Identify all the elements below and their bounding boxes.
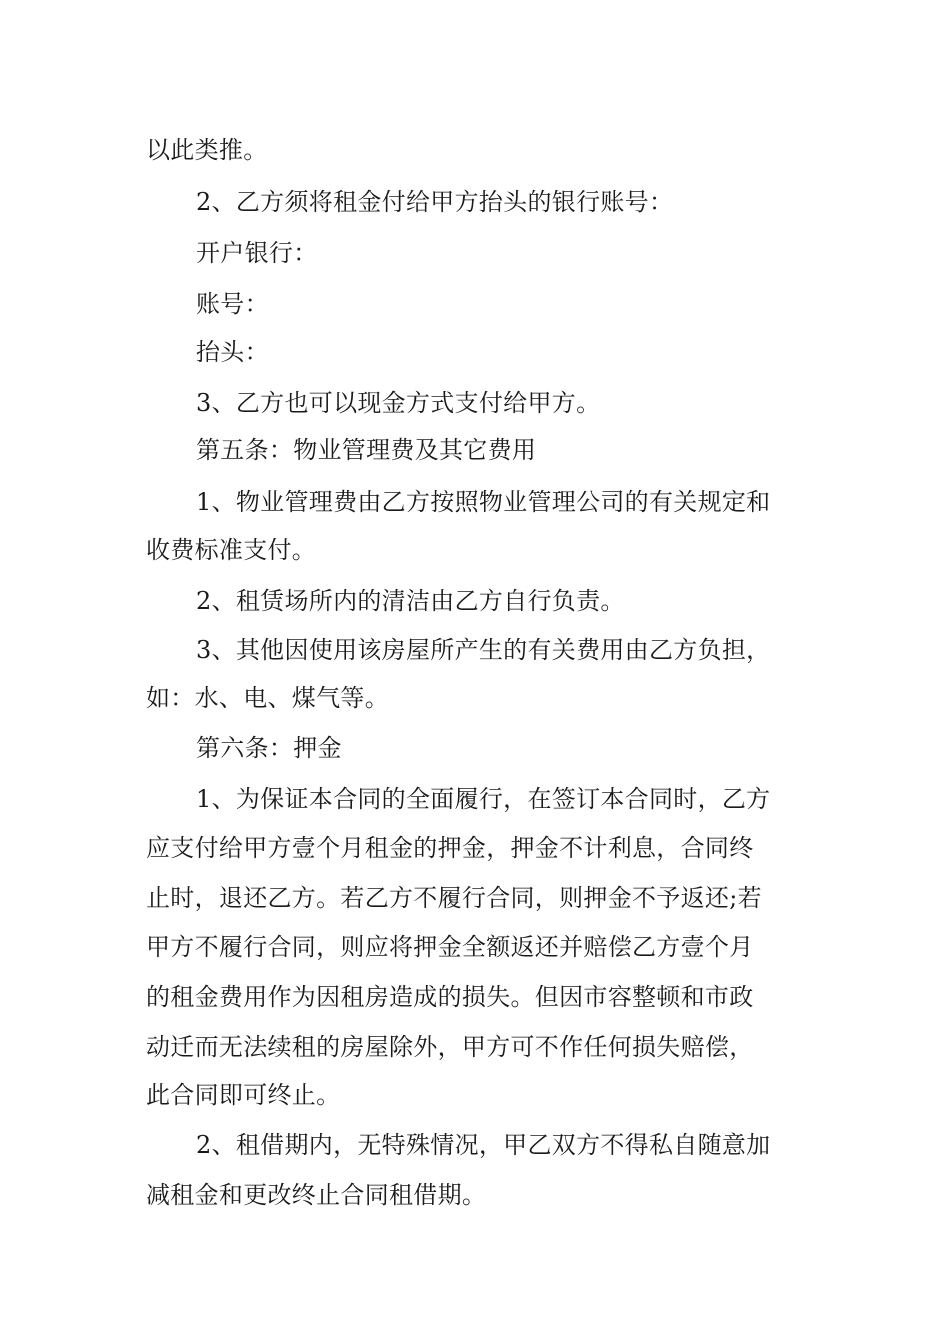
text-line: 3、其他因使用该房屋所产生的有关费用由乙方负担，	[196, 636, 771, 664]
text-line: 开户银行：	[196, 239, 318, 267]
text-line: 的租金费用作为因租房造成的损失。但因市容整顿和市政	[146, 983, 754, 1011]
text-line: 应支付给甲方壹个月租金的押金，押金不计利息，合同终	[146, 834, 754, 862]
text-line: 抬头：	[196, 338, 269, 366]
text-line: 减租金和更改终止合同租借期。	[146, 1181, 487, 1209]
text-line: 如：水、电、煤气等。	[146, 684, 389, 712]
text-line: 收费标准支付。	[146, 536, 317, 564]
text-line: 2、乙方须将租金付给甲方抬头的银行账号：	[196, 188, 674, 216]
text-line: 以此类推。	[146, 136, 268, 164]
text-line: 2、租赁场所内的清洁由乙方自行负责。	[196, 587, 625, 615]
text-line: 账号：	[196, 290, 269, 318]
text-line: 1、物业管理费由乙方按照物业管理公司的有关规定和	[196, 488, 771, 516]
text-line: 2、租借期内，无特殊情况，甲乙双方不得私自随意加	[196, 1131, 771, 1159]
text-line: 1、为保证本合同的全面履行，在签订本合同时，乙方	[196, 785, 771, 813]
text-line: 动迁而无法续租的房屋除外，甲方可不作任何损失赔偿，	[146, 1033, 754, 1061]
text-line: 甲方不履行合同，则应将押金全额返还并赔偿乙方壹个月	[146, 933, 754, 961]
section-heading: 第五条：物业管理费及其它费用	[196, 436, 537, 464]
text-line: 止时，退还乙方。若乙方不履行合同，则押金不予返还;若	[146, 884, 762, 912]
text-line: 此合同即可终止。	[146, 1081, 341, 1109]
section-heading: 第六条：押金	[196, 734, 342, 762]
text-line: 3、乙方也可以现金方式支付给甲方。	[196, 389, 601, 417]
